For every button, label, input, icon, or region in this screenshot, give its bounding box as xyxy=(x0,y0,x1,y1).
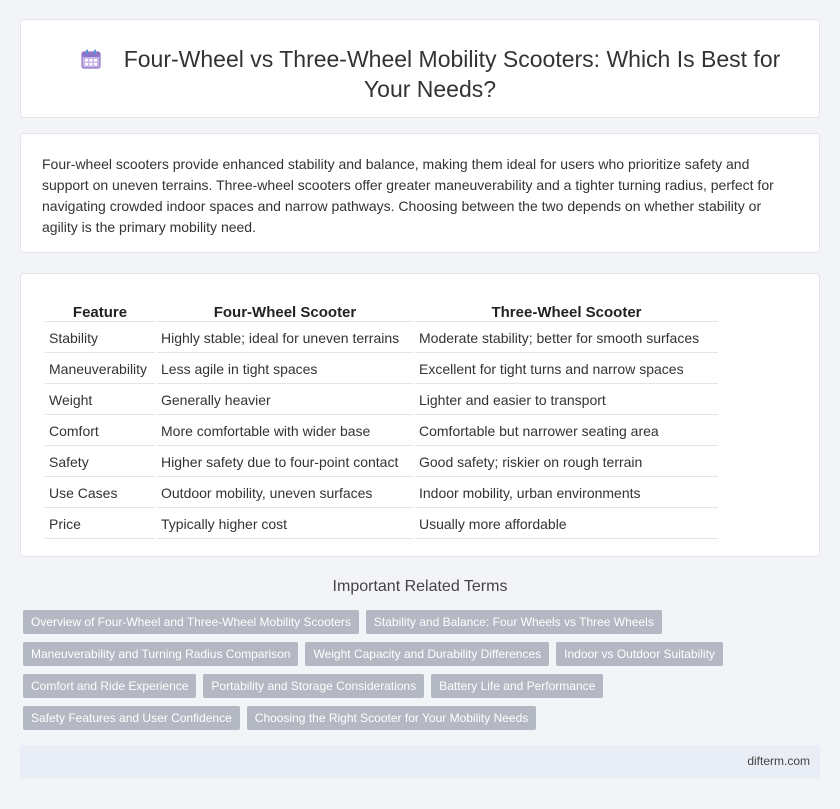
term-link[interactable]: Maneuverability and Turning Radius Comparison xyxy=(23,642,298,666)
term-row xyxy=(23,642,823,666)
term-link[interactable]: Portability and Storage Considerations xyxy=(203,674,424,698)
table-row xyxy=(45,355,718,384)
footer-site[interactable]: difterm.com xyxy=(747,754,810,768)
table-cell: Generally heavier xyxy=(157,386,413,415)
header-feature: Feature xyxy=(45,296,155,322)
table-cell: Indoor mobility, urban environments xyxy=(415,479,718,508)
table-header-row xyxy=(45,296,718,322)
related-terms-title: Important Related Terms xyxy=(332,578,508,595)
term-link[interactable]: Indoor vs Outdoor Suitability xyxy=(556,642,723,666)
term-link[interactable]: Stability and Balance: Four Wheels vs Three Wheels xyxy=(366,610,662,634)
table-cell: Outdoor mobility, uneven surfaces xyxy=(157,479,413,508)
table-cell: Good safety; riskier on rough terrain xyxy=(415,448,718,477)
table-cell: Maneuverability xyxy=(45,355,155,384)
footer xyxy=(20,745,820,778)
intro-card xyxy=(20,133,820,253)
table-cell: Weight xyxy=(45,386,155,415)
table-cell: Typically higher cost xyxy=(157,510,413,539)
table-row xyxy=(45,510,718,539)
table-row xyxy=(45,417,718,446)
table-cell: Usually more affordable xyxy=(415,510,718,539)
table-cell: Highly stable; ideal for uneven terrains xyxy=(157,324,413,353)
page-title xyxy=(61,44,799,104)
related-terms xyxy=(23,610,823,738)
table-cell: Lighter and easier to transport xyxy=(415,386,718,415)
term-row xyxy=(23,674,823,698)
calendar-icon xyxy=(80,47,102,69)
term-link[interactable]: Safety Features and User Confidence xyxy=(23,706,240,730)
table-cell: Price xyxy=(45,510,155,539)
term-link[interactable]: Choosing the Right Scooter for Your Mobility Needs xyxy=(247,706,537,730)
page-title-text: Four-Wheel vs Three-Wheel Mobility Scooters: Which Is Best for Your Needs? xyxy=(123,46,781,102)
term-row xyxy=(23,706,823,730)
term-link[interactable]: Comfort and Ride Experience xyxy=(23,674,196,698)
table-cell: Comfort xyxy=(45,417,155,446)
table-cell: Stability xyxy=(45,324,155,353)
table-cell: Higher safety due to four-point contact xyxy=(157,448,413,477)
table-row xyxy=(45,448,718,477)
table-cell: Comfortable but narrower seating area xyxy=(415,417,718,446)
term-link[interactable]: Weight Capacity and Durability Differences xyxy=(305,642,549,666)
term-row xyxy=(23,610,823,634)
term-link[interactable]: Battery Life and Performance xyxy=(431,674,603,698)
header-four-wheel: Four-Wheel Scooter xyxy=(157,296,413,322)
intro-text: Four-wheel scooters provide enhanced stability and balance, making them ideal for users who prioritize safety and support on uneven terrains. Three-wheel scooters offer greater maneuverability and a tighter turning radius, perfect for navigating crowded indoor spaces and narrow pathways. Choosing between the two depends on whether stability or agility is the primary mobility need. xyxy=(42,156,774,235)
title-wrap xyxy=(61,44,799,104)
table-row xyxy=(45,386,718,415)
comparison-table xyxy=(43,294,720,541)
table-cell: Moderate stability; better for smooth surfaces xyxy=(415,324,718,353)
table-row xyxy=(45,324,718,353)
table-cell: Less agile in tight spaces xyxy=(157,355,413,384)
table-cell: More comfortable with wider base xyxy=(157,417,413,446)
table-cell: Safety xyxy=(45,448,155,477)
comparison-card xyxy=(20,273,820,557)
table-cell: Use Cases xyxy=(45,479,155,508)
header-card xyxy=(20,19,820,118)
header-three-wheel: Three-Wheel Scooter xyxy=(415,296,718,322)
table-row xyxy=(45,479,718,508)
table-cell: Excellent for tight turns and narrow spaces xyxy=(415,355,718,384)
term-link[interactable]: Overview of Four-Wheel and Three-Wheel Mobility Scooters xyxy=(23,610,359,634)
